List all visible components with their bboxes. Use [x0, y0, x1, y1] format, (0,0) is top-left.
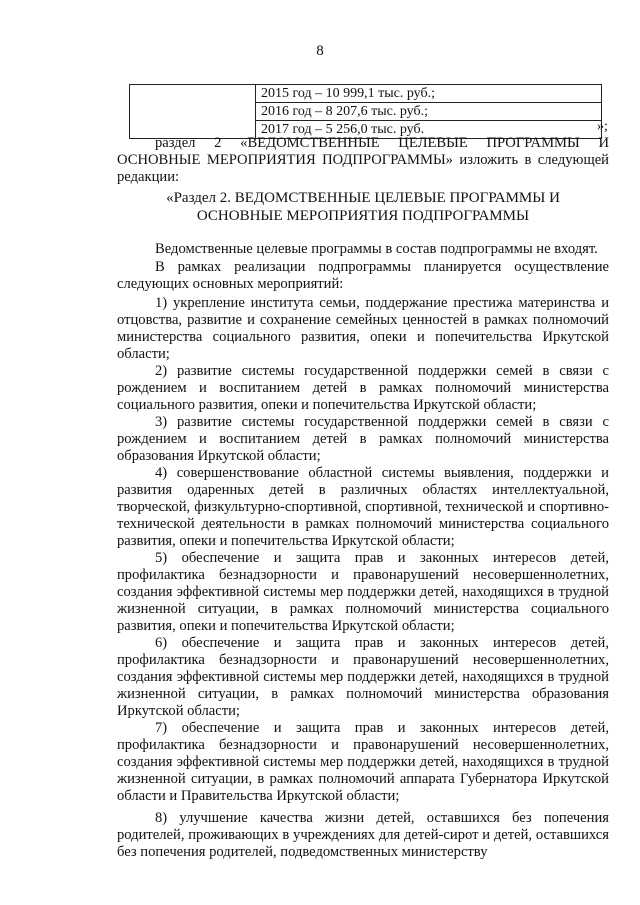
section-heading-line1: «Раздел 2. ВЕДОМСТВЕННЫЕ ЦЕЛЕВЫЕ ПРОГРАММЫ И — [166, 190, 560, 206]
paragraph-item-5: 5) обеспечение и защита прав и законных интересов детей, профилактика безнадзорности и правонарушений несовершеннолетних, создания эффективной системы мер поддержки детей, находящихся в трудной жизненной ситуации, в рамках полномочий министерства социального развития, опеки и попечительства Иркутской области; — [117, 550, 609, 634]
table-closing-quote: »; — [597, 119, 608, 134]
paragraph-1: В рамках реализации подпрограммы планируется осуществление следующих основных мероприятий: — [117, 259, 609, 292]
funding-table — [129, 84, 602, 139]
page-number: 8 — [316, 43, 324, 59]
table-label-cell — [130, 85, 256, 139]
section-heading-line2: ОСНОВНЫЕ МЕРОПРИЯТИЯ ПОДПРОГРАММЫ — [196, 208, 530, 224]
paragraph-item-4: 4) совершенствование областной системы выявления, поддержки и развития одаренных детей в различных областях интеллектуальной, творческой, физкультурно-спортивной, спортивной, технической и спортивно-технической деятельности в рамках полномочий министерства социального развития, опеки и попечительства Иркутской области; — [117, 465, 609, 549]
intro-paragraph: раздел 2 «ВЕДОМСТВЕННЫЕ ЦЕЛЕВЫЕ ПРОГРАММЫ И ОСНОВНЫЕ МЕРОПРИЯТИЯ ПОДПРОГРАММЫ» изложить в следующей редакции: — [117, 135, 609, 185]
paragraph-item-2: 2) развитие системы государственной поддержки семей в связи с рождением и воспитанием детей в рамках полномочий министерства социального развития, опеки и попечительства Иркутской области; — [117, 363, 609, 413]
paragraph-0: Ведомственные целевые программы в состав подпрограммы не входят. — [155, 241, 598, 257]
paragraph-item-1: 1) укрепление института семьи, поддержание престижа материнства и отцовства, развитие и сохранение семейных ценностей в рамках полномочий министерства социального развития, опеки и попечительства Иркутской области; — [117, 295, 609, 362]
funding-row-2015: 2015 год – 10 999,1 тыс. руб.; — [256, 85, 601, 103]
funding-row-2017: 2017 год – 5 256,0 тыс. руб. — [261, 122, 425, 137]
paragraph-item-3: 3) развитие системы государственной поддержки семей в связи с рождением и воспитанием детей в рамках полномочий министерства образования Иркутской области; — [117, 414, 609, 464]
paragraph-item-8: 8) улучшение качества жизни детей, оставшихся без попечения родителей, проживающих в учреждениях для детей-сирот и детей, оставшихся без попечения родителей, подведомственных министерству — [117, 810, 609, 860]
paragraph-item-6: 6) обеспечение и защита прав и законных интересов детей, профилактика безнадзорности и правонарушений несовершеннолетних, создания эффективной системы мер поддержки детей, находящихся в трудной жизненной ситуации, в рамках полномочий министерства образования Иркутской области; — [117, 635, 609, 719]
paragraph-item-7: 7) обеспечение и защита прав и законных интересов детей, профилактика безнадзорности и правонарушений несовершеннолетних, создания эффективной системы мер поддержки детей, находящихся в трудной жизненной ситуации, в рамках полномочий аппарата Губернатора Иркутской области и Правительства Иркутской области; — [117, 720, 609, 804]
funding-row-2016: 2016 год – 8 207,6 тыс. руб.; — [256, 103, 601, 121]
table-values-cell — [256, 85, 602, 139]
